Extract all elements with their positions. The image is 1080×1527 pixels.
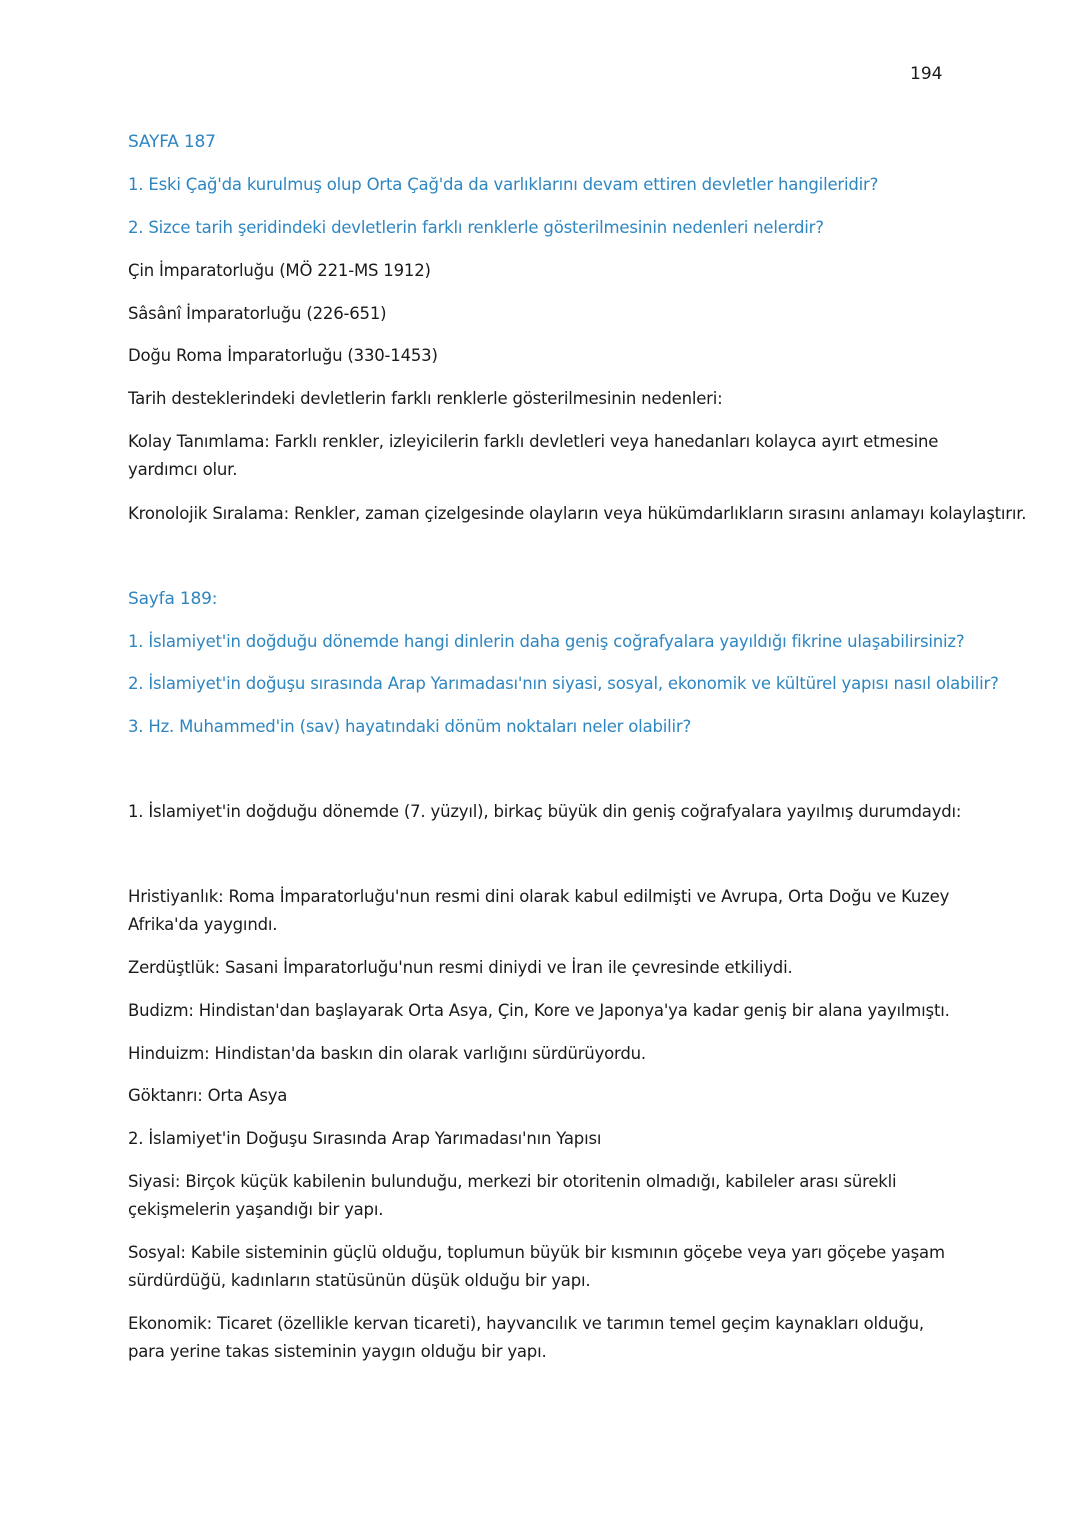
question-2-189: 2. İslamiyet'in doğuşu sırasında Arap Yarımadası'nın siyasi, sosyal, ekonomik ve kültürel yapısı nasıl olabilir? — [128, 674, 999, 693]
section-heading-sayfa-187: SAYFA 187 — [128, 132, 216, 152]
structure-economic: Ekonomik: Ticaret (özellikle kervan ticareti), hayvancılık ve tarımın temel geçim kaynakları olduğu, para yerine takas sisteminin yaygın olduğu bir yapı. — [128, 1314, 924, 1361]
reason-easy-identification: Kolay Tanımlama: Farklı renkler, izleyicilerin farklı devletleri veya hanedanları kolayca ayırt etmesine yardımcı olur. — [128, 432, 939, 479]
section-heading-sayfa-189: Sayfa 189: — [128, 589, 218, 609]
religion-buddhism: Budizm: Hindistan'dan başlayarak Orta Asya, Çin, Kore ve Japonya'ya kadar geniş bir alana yayılmıştı. — [128, 1001, 950, 1020]
question-3-189: 3. Hz. Muhammed'in (sav) hayatındaki dönüm noktaları neler olabilir? — [128, 717, 692, 736]
religion-zoroastrianism: Zerdüştlük: Sasani İmparatorluğu'nun resmi diniydi ve İran ile çevresinde etkiliydi. — [128, 958, 793, 977]
page-number: 194 — [910, 64, 943, 84]
state-sassanid: Sâsânî İmparatorluğu (226-651) — [128, 304, 387, 323]
answer-2-title: 2. İslamiyet'in Doğuşu Sırasında Arap Yarımadası'nın Yapısı — [128, 1129, 602, 1148]
question-1-187: 1. Eski Çağ'da kurulmuş olup Orta Çağ'da da varlıklarını devam ettiren devletler hangileridir? — [128, 175, 879, 194]
religion-hinduism: Hinduizm: Hindistan'da baskın din olarak varlığını sürdürüyordu. — [128, 1044, 646, 1063]
structure-social: Sosyal: Kabile sisteminin güçlü olduğu, toplumun büyük bir kısmının göçebe veya yarı göçebe yaşam sürdürdüğü, kadınların statüsünün düşük olduğu bir yapı. — [128, 1243, 945, 1290]
reason-chronological-order: Kronolojik Sıralama: Renkler, zaman çizelgesinde olayların veya hükümdarlıkların sırasını anlamayı kolaylaştırır. — [128, 504, 1027, 523]
state-china: Çin İmparatorluğu (MÖ 221-MS 1912) — [128, 261, 431, 280]
religion-christianity: Hristiyanlık: Roma İmparatorluğu'nun resmi dini olarak kabul edilmişti ve Avrupa, Orta Doğu ve Kuzey Afrika'da yaygındı. — [128, 887, 950, 934]
question-2-187: 2. Sizce tarih şeridindeki devletlerin farklı renklerle gösterilmesinin nedenleri nelerdir? — [128, 218, 824, 237]
reasons-title: Tarih desteklerindeki devletlerin farklı renklerle gösterilmesinin nedenleri: — [128, 389, 723, 408]
religion-goktanri: Göktanrı: Orta Asya — [128, 1086, 288, 1105]
structure-political: Siyasi: Birçok küçük kabilenin bulunduğu, merkezi bir otoritenin olmadığı, kabileler arası sürekli çekişmelerin yaşandığı bir yapı. — [128, 1172, 897, 1219]
state-byzantine: Doğu Roma İmparatorluğu (330-1453) — [128, 346, 438, 365]
answer-1-intro: 1. İslamiyet'in doğduğu dönemde (7. yüzyıl), birkaç büyük din geniş coğrafyalara yayılmış durumdaydı: — [128, 802, 962, 821]
question-1-189: 1. İslamiyet'in doğduğu dönemde hangi dinlerin daha geniş coğrafyalara yayıldığı fikrine ulaşabilirsiniz? — [128, 632, 965, 651]
